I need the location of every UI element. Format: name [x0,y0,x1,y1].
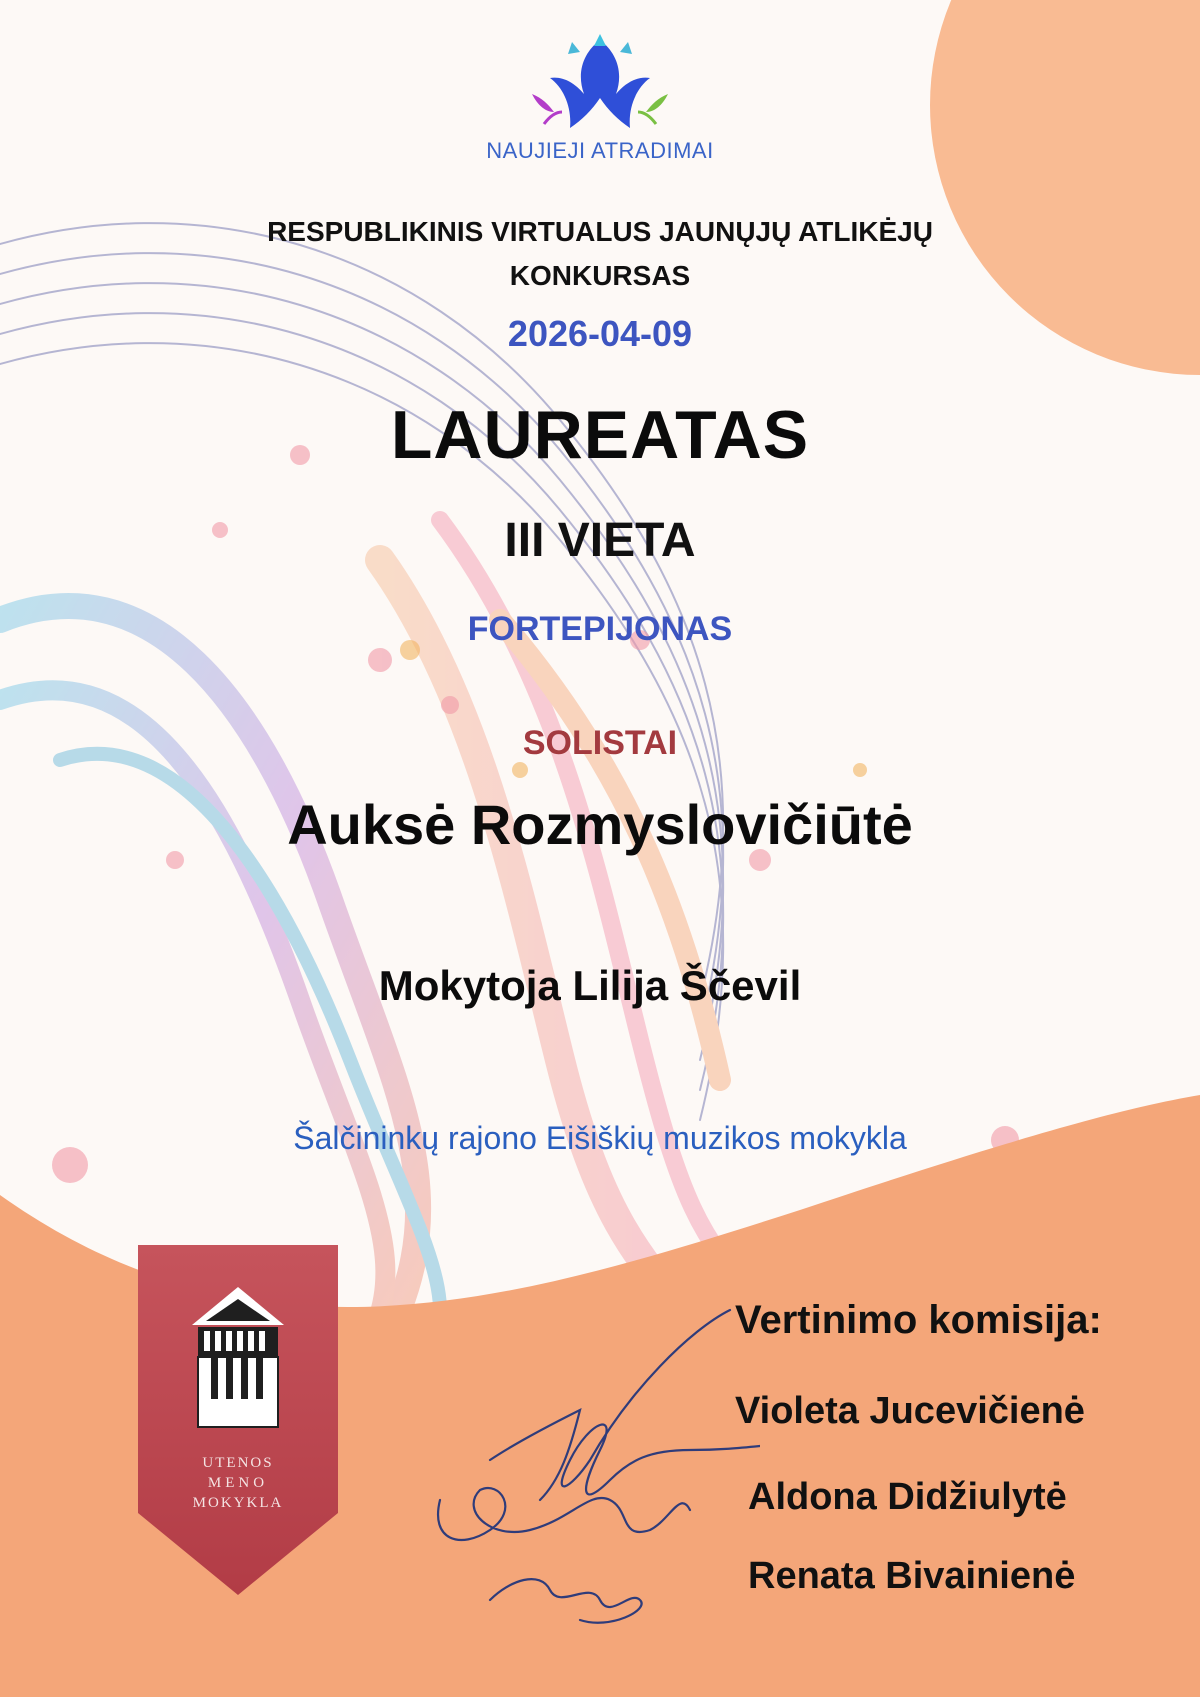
jury-signatures [430,1300,760,1630]
jury-member: Aldona Didžiulytė [748,1476,1067,1518]
naujieji-atradimai-logo [524,32,676,136]
jury-member: Violeta Jucevičienė [735,1390,1085,1432]
category: SOLISTAI [522,724,678,762]
award-place: III VIETA [504,514,696,567]
laureate-name: Auksė Rozmyslovičiūtė [287,793,913,856]
instrument: FORTEPIJONAS [467,610,733,648]
utenos-meno-mokykla-emblem [138,1245,338,1595]
emblem-line-1: UTENOS [202,1455,274,1471]
emblem-line-2: MENO [207,1475,269,1491]
contest-date: 2026-04-09 [507,313,693,354]
teacher-line: Mokytoja Lilija Ščevil [378,962,802,1009]
jury-title: Vertinimo komisija: [735,1298,1102,1342]
logo-caption: NAUJIEJI ATRADIMAI [486,138,714,163]
jury-member: Renata Bivainienė [748,1555,1076,1597]
emblem-line-3: MOKYKLA [192,1495,284,1511]
contest-title: RESPUBLIKINIS VIRTUALUS JAUNŲJŲ ATLIKĖJŲ KONKURSAS [267,216,933,291]
school-name: Šalčininkų rajono Eišiškių muzikos mokykla [293,1120,907,1156]
award-title: LAUREATAS [390,397,810,473]
emblem-banner-graphic [138,1245,338,1595]
